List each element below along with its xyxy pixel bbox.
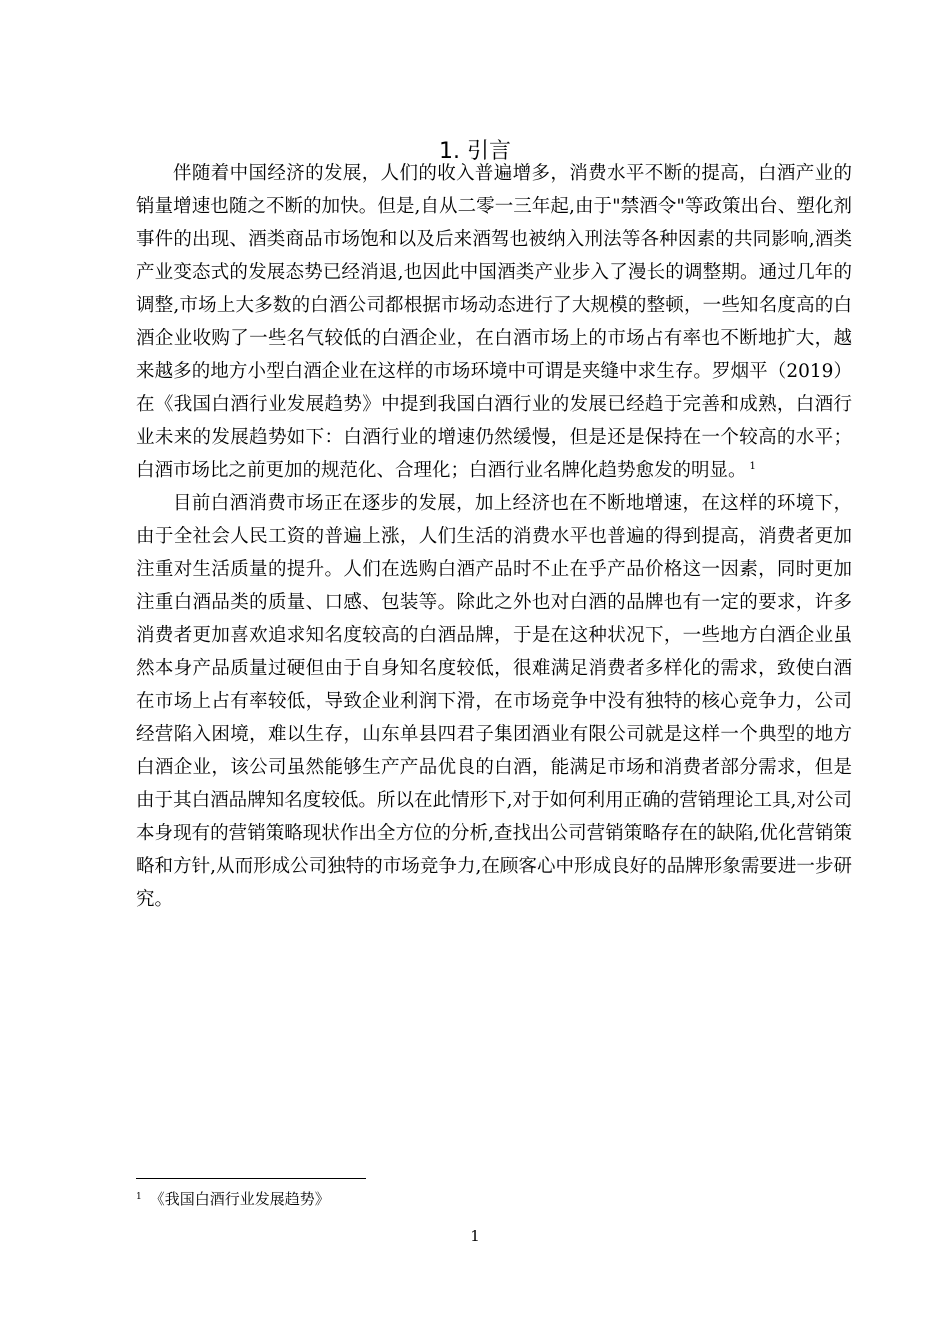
page-number: 1 (470, 1227, 480, 1245)
footnote-reference[interactable]: 1 (749, 461, 756, 472)
paragraph-2: 目前白酒消费市场正在逐步的发展，加上经济也在不断地增速，在这样的环境下，由于全社会人民工资的普遍上涨，人们生活的消费水平也普遍的得到提高，消费者更加注重对生活质量的提升。人们在选购白酒产品时不止在乎产品价格这一因素，同时更加注重白酒品类的质量、口感、包装等。除此之外也对白酒的品牌也有一定的要求，许多消费者更加喜欢追求知名度较高的白酒品牌，于是在这种状况下，一些地方白酒企业虽然本身产品质量过硬但由于自身知名度较低，很难满足消费者多样化的需求，致使白酒在市场上占有率较低，导致企业利润下滑，在市场竞争中没有独特的核心竞争力，公司经营陷入困境，难以生存，山东单县四君子集团酒业有限公司就是这样一个典型的地方白酒企业，该公司虽然能够生产产品优良的白酒，能满足市场和消费者部分需求，但是由于其白酒品牌知名度较低。所以在此情形下,对于如何利用正确的营销理论工具,对公司本身现有的营销策略现状作出全方位的分析,查找出公司营销策略存在的缺陷,优化营销策略和方针,从而形成公司独特的市场竞争力,在顾客心中形成良好的品牌形象需要进一步研究。 (136, 493, 852, 910)
footnote (136, 1186, 330, 1210)
footnote-separator (136, 1178, 366, 1179)
paragraph-1 (136, 157, 852, 487)
footnote-text: 《我国白酒行业发展趋势》 (149, 1190, 330, 1208)
footnote-number: 1 (136, 1192, 142, 1202)
body-text (136, 157, 852, 916)
paragraph-1-text: 伴随着中国经济的发展，人们的收入普遍增多，消费水平不断的提高，白酒产业的销量增速也随之不断的加快。但是,自从二零一三年起,由于"禁酒令"等政策出台、塑化剂事件的出现、酒类商品市场饱和以及后来酒驾也被纳入刑法等各种因素的共同影响,酒类产业变态式的发展态势已经消退,也因此中国酒类产业步入了漫长的调整期。通过几年的调整,市场上大多数的白酒公司都根据市场动态进行了大规模的整顿，一些知名度高的白酒企业收购了一些名气较低的白酒企业，在白酒市场上的市场占有率也不断地扩大，越来越多的地方小型白酒企业在这样的市场环境中可谓是夹缝中求生存。罗烟平（2019）在《我国白酒行业发展趋势》中提到我国白酒行业的发展已经趋于完善和成熟，白酒行业未来的发展趋势如下：白酒行业的增速仍然缓慢，但是还是保持在一个较高的水平；白酒市场比之前更加的规范化、合理化；白酒行业名牌化趋势愈发的明显。 (136, 163, 852, 481)
section-title: 1. 引言 (439, 139, 511, 164)
